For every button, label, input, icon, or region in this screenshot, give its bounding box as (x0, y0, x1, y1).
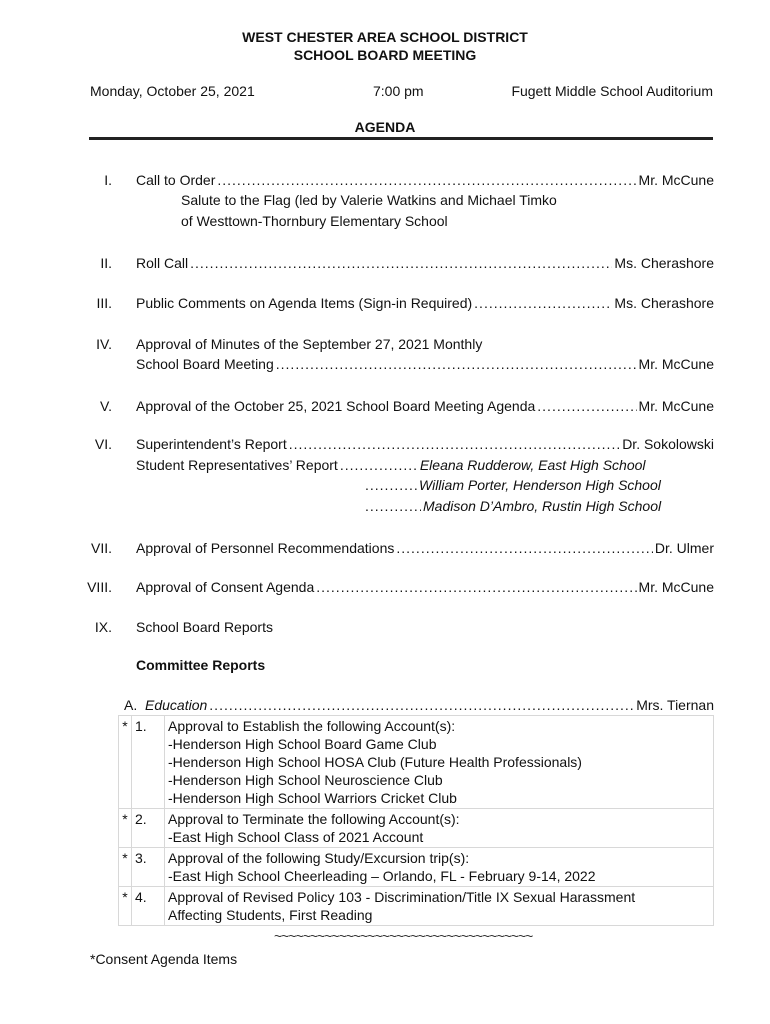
consent-star: * (119, 716, 132, 809)
leader-dots (537, 398, 636, 414)
student-row (363, 477, 681, 493)
meeting-title: SCHOOL BOARD MEETING (293, 47, 477, 63)
consent-items-table (118, 715, 714, 926)
consent-line: -Henderson High School Neuroscience Club (168, 772, 443, 788)
item-label: Call to Order (136, 172, 216, 188)
leader-dots (190, 255, 612, 271)
leader-dots (365, 477, 417, 493)
consent-line: Approval of the following Study/Excursion trip(s): (168, 850, 470, 866)
consent-item-text (165, 887, 714, 926)
committee-reports-heading: Committee Reports (136, 657, 266, 673)
meeting-location: Fugett Middle School Auditorium (511, 83, 713, 99)
item-presenter: Mr. McCune (638, 172, 714, 188)
meeting-time: 7:00 pm (373, 83, 424, 99)
committee-education (124, 697, 714, 713)
table-row (119, 809, 714, 848)
consent-star: * (119, 848, 132, 887)
tilde-divider: ~~~~~~~~~~~~~~~~~~~~~~~~~~~~~~~~~~~~ (274, 928, 533, 944)
consent-star: * (119, 809, 132, 848)
item-number: V. (100, 398, 112, 414)
agenda-item-student-reports (136, 457, 682, 473)
committee-presenter: Mrs. Tiernan (636, 697, 714, 713)
item-number: III. (96, 295, 112, 311)
consent-star: * (119, 887, 132, 926)
district-title: WEST CHESTER AREA SCHOOL DISTRICT (242, 29, 528, 45)
consent-line: Approval of Revised Policy 103 - Discrimination/Title IX Sexual Harassment (168, 889, 636, 905)
item-label: School Board Meeting (136, 356, 274, 372)
item-label: Approval of Personnel Recommendations (136, 540, 395, 556)
leader-dots (396, 540, 653, 556)
item-number: IX. (94, 619, 112, 635)
leader-dots (217, 172, 636, 188)
student-representative: William Porter, Henderson High School (419, 477, 661, 493)
consent-item-number: 1. (132, 716, 165, 809)
table-row (119, 848, 714, 887)
item-number: IV. (96, 336, 112, 352)
student-row (363, 498, 681, 514)
consent-item-text (165, 809, 714, 848)
item-number: VI. (94, 436, 112, 452)
committee-label: Education (145, 697, 208, 713)
agenda-title: AGENDA (354, 119, 416, 135)
agenda-item-minutes (136, 356, 714, 372)
consent-line: -Henderson High School Board Game Club (168, 736, 437, 752)
leader-dots (276, 356, 637, 372)
consent-item-number: 2. (132, 809, 165, 848)
consent-footnote: *Consent Agenda Items (90, 951, 238, 967)
item-label: Superintendent’s Report (136, 436, 287, 452)
leader-dots (365, 498, 421, 514)
item-label: Student Representatives’ Report (136, 457, 338, 473)
table-row (119, 887, 714, 926)
leader-dots (209, 697, 634, 713)
consent-item-text (165, 716, 714, 809)
item-number: VII. (90, 540, 112, 556)
item-presenter: Ms. Cherashore (614, 255, 714, 271)
consent-line: -Henderson High School Warriors Cricket Club (168, 790, 457, 806)
committee-letter: A. (124, 697, 138, 713)
item-presenter: Ms. Cherashore (614, 295, 714, 311)
agenda-item-personnel (136, 540, 714, 556)
consent-line: -East High School Cheerleading – Orlando, FL - February 9-14, 2022 (168, 868, 596, 884)
header-divider (89, 137, 713, 140)
item-label: Approval of the October 25, 2021 School Board Meeting Agenda (136, 398, 536, 414)
consent-line: -Henderson High School HOSA Club (Future Health Professionals) (168, 754, 582, 770)
student-representative: Eleana Rudderow, East High School (419, 457, 646, 473)
meeting-date: Monday, October 25, 2021 (90, 83, 255, 99)
table-row (119, 716, 714, 809)
student-representative: Madison D’Ambro, Rustin High School (423, 498, 662, 514)
consent-item-number: 4. (132, 887, 165, 926)
agenda-item-roll-call (136, 255, 714, 271)
item-presenter: Dr. Sokolowski (622, 436, 714, 452)
consent-line: Affecting Students, First Reading (168, 907, 373, 923)
agenda-item-board-reports: School Board Reports (136, 619, 273, 635)
item-presenter: Mr. McCune (638, 579, 714, 595)
item-line: Approval of Minutes of the September 27, 2021 Monthly (136, 336, 483, 352)
item-subline: Salute to the Flag (led by Valerie Watkins and Michael Timko (181, 192, 557, 208)
item-label: Approval of Consent Agenda (136, 579, 315, 595)
consent-line: Approval to Establish the following Account(s): (168, 718, 456, 734)
consent-item-number: 3. (132, 848, 165, 887)
agenda-item-call-to-order (136, 172, 714, 188)
item-label: Public Comments on Agenda Items (Sign-in Required) (136, 295, 473, 311)
item-number: I. (104, 172, 112, 188)
item-presenter: Mr. McCune (638, 356, 714, 372)
consent-item-text (165, 848, 714, 887)
consent-line: -East High School Class of 2021 Account (168, 829, 424, 845)
agenda-item-public-comments (136, 295, 714, 311)
item-label: Roll Call (136, 255, 189, 271)
item-number: II. (100, 255, 112, 271)
leader-dots (316, 579, 636, 595)
agenda-item-consent (136, 579, 714, 595)
item-presenter: Dr. Ulmer (654, 540, 714, 556)
consent-line: Approval to Terminate the following Account(s): (168, 811, 460, 827)
agenda-item-agenda-approval (136, 398, 714, 414)
item-subline: of Westtown-Thornbury Elementary School (181, 213, 448, 229)
leader-dots (289, 436, 620, 452)
item-number: VIII. (87, 579, 112, 595)
leader-dots (340, 457, 418, 473)
agenda-item-superintendent-report (136, 436, 714, 452)
leader-dots (474, 295, 612, 311)
item-presenter: Mr. McCune (638, 398, 714, 414)
